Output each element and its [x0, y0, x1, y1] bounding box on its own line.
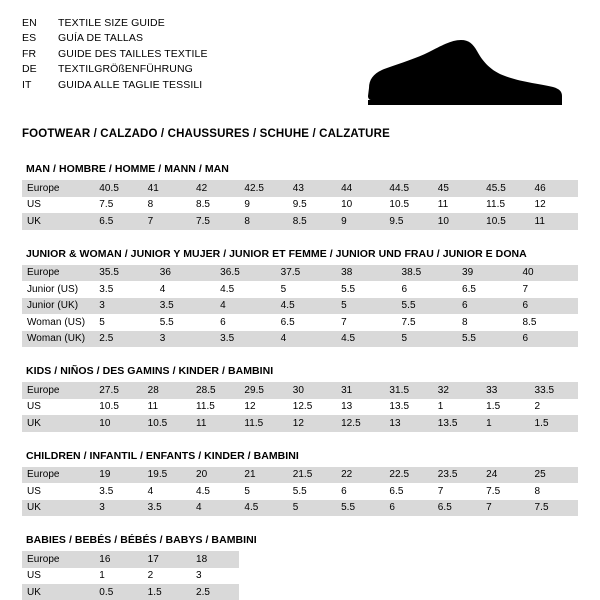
cell: [384, 568, 432, 585]
list-item: [22, 16, 208, 31]
cell: 43: [288, 180, 336, 197]
cell: [239, 568, 287, 585]
cell: 6.5: [389, 485, 404, 497]
cell: 3: [155, 331, 215, 348]
cell: 7.5: [530, 500, 579, 517]
row-label: Europe: [22, 265, 94, 282]
cell: 11: [437, 199, 449, 211]
cell: [433, 584, 481, 600]
cell: 8: [461, 316, 468, 328]
language-code: ES: [22, 32, 37, 45]
table-row: [22, 298, 578, 315]
cell: 24: [481, 467, 529, 484]
cell: 11.5: [239, 415, 287, 432]
cell: 12: [244, 401, 256, 413]
cell: [336, 568, 384, 585]
cell: 25: [530, 467, 579, 484]
cell: 12: [534, 199, 546, 211]
cell: 18: [191, 551, 239, 568]
cell: [288, 584, 336, 600]
cell: 44: [336, 180, 384, 197]
list-item: [22, 47, 208, 62]
cell: 39: [457, 265, 517, 282]
cell: [481, 584, 529, 600]
language-title: GUÍA DE TALLAS: [58, 32, 144, 45]
row-label: UK: [22, 500, 94, 517]
cell: [481, 568, 529, 585]
row-label: UK: [22, 584, 94, 600]
row-label: Europe: [22, 551, 94, 568]
table-row: [22, 483, 578, 500]
cell: [433, 568, 481, 585]
table-row: [22, 467, 578, 484]
row-label: UK: [22, 415, 94, 432]
cell: 32: [433, 382, 481, 399]
list-item: [22, 62, 208, 77]
cell: 12.5: [336, 415, 384, 432]
cell: 19: [94, 467, 142, 484]
cell: 11: [530, 213, 579, 230]
cell: 6.5: [94, 213, 142, 230]
cell: 9.5: [292, 199, 307, 211]
cell: 28.5: [191, 382, 239, 399]
cell: 2.5: [94, 331, 154, 348]
cell: 5: [280, 283, 287, 295]
cell: 4.5: [239, 500, 287, 517]
cell: 33.5: [530, 382, 579, 399]
row-label: Junior (US): [27, 283, 79, 295]
row-label: US: [27, 199, 41, 211]
cell: 3: [94, 298, 154, 315]
cell: 7: [143, 213, 191, 230]
cell: 1.5: [143, 584, 191, 600]
table-row: [22, 265, 578, 282]
table-row: [22, 551, 578, 568]
cell: 6: [384, 500, 432, 517]
cell: 6: [517, 331, 578, 348]
cell: 7.5: [99, 199, 114, 211]
cell: 10.5: [481, 213, 529, 230]
cell: [384, 584, 432, 600]
cell: 22: [336, 467, 384, 484]
cell: 46: [530, 180, 579, 197]
cell: 10: [341, 199, 353, 211]
size-table-kids: [22, 382, 578, 432]
cell: 7.5: [486, 485, 501, 497]
cell: 4: [191, 500, 239, 517]
cell: 8.5: [288, 213, 336, 230]
table-row: [22, 584, 578, 600]
cell: 4.5: [276, 298, 336, 315]
cell: 8: [147, 199, 154, 211]
row-label: US: [27, 485, 41, 497]
cell: 23.5: [433, 467, 481, 484]
table-row: [22, 399, 578, 416]
cell: 5.5: [397, 298, 457, 315]
cell: 2: [147, 570, 154, 582]
section-junior-woman: [22, 248, 578, 348]
cell: 11.5: [195, 401, 215, 413]
cell: 3.5: [143, 500, 191, 517]
cell: 6: [517, 298, 578, 315]
cell: 6.5: [433, 500, 481, 517]
cell: 44.5: [384, 180, 432, 197]
language-code: FR: [22, 47, 37, 60]
cell: 37.5: [276, 265, 336, 282]
row-label: Woman (UK): [22, 331, 94, 348]
row-label: US: [27, 401, 41, 413]
table-row: [22, 331, 578, 348]
cell: 42.5: [239, 180, 287, 197]
language-code: IT: [22, 78, 32, 91]
section-title: BABIES / BEBÉS / BÉBÉS / BABYS / BAMBINI: [26, 534, 257, 546]
language-title-list: [22, 16, 208, 93]
cell: 5.5: [292, 485, 307, 497]
row-label: US: [27, 570, 41, 582]
cell: 41: [143, 180, 191, 197]
cell: 27.5: [94, 382, 142, 399]
cell: 45: [433, 180, 481, 197]
cell: 11.5: [486, 199, 506, 211]
cell: 2.5: [191, 584, 239, 600]
table-row: [22, 568, 578, 585]
cell: 4.5: [220, 283, 235, 295]
cell: 3.5: [215, 331, 275, 348]
section-title: MAN / HOMBRE / HOMME / MANN / MAN: [26, 163, 229, 175]
cell: 9: [336, 213, 384, 230]
cell: 6: [457, 298, 517, 315]
cell: 4: [159, 283, 166, 295]
cell: 4: [147, 485, 154, 497]
cell: 5: [288, 500, 336, 517]
cell: 5: [397, 331, 457, 348]
dress-shoe-icon: [357, 30, 572, 115]
cell: 31.5: [384, 382, 432, 399]
row-label: Europe: [22, 180, 94, 197]
cell: 38: [336, 265, 396, 282]
cell: 3: [195, 570, 202, 582]
row-label: Europe: [22, 467, 94, 484]
cell: 11: [191, 415, 239, 432]
cell: 10: [433, 213, 481, 230]
cell: 1.5: [486, 401, 501, 413]
cell: 7: [341, 316, 347, 328]
row-label: UK: [22, 213, 94, 230]
cell: 2: [534, 401, 541, 413]
cell: [288, 551, 336, 568]
cell: 17: [143, 551, 191, 568]
cell: 9: [244, 199, 250, 211]
row-label: Junior (UK): [22, 298, 94, 315]
row-label: Woman (US): [27, 316, 86, 328]
cell: 42: [191, 180, 239, 197]
section-title: CHILDREN / INFANTIL / ENFANTS / KINDER / BAMBINI: [26, 449, 299, 462]
page-header: [22, 16, 578, 115]
cell: 5: [336, 298, 396, 315]
cell: 35.5: [94, 265, 154, 282]
cell: 4: [215, 298, 275, 315]
cell: 1: [437, 401, 444, 413]
cell: 6: [401, 283, 408, 295]
cell: 31: [336, 382, 384, 399]
cell: [336, 551, 384, 568]
cell: 8: [534, 485, 541, 497]
cell: [530, 568, 579, 585]
cell: 1: [99, 570, 105, 582]
size-table-man: [22, 180, 578, 230]
cell: 4: [276, 331, 336, 348]
cell: [481, 551, 529, 568]
cell: 4.5: [336, 331, 396, 348]
language-title: TEXTILE SIZE GUIDE: [58, 17, 165, 29]
cell: 3.5: [155, 298, 215, 315]
cell: 10: [94, 415, 142, 432]
cell: 45.5: [481, 180, 529, 197]
cell: 11: [147, 401, 159, 413]
section-babies: [22, 534, 578, 600]
cell: 30: [288, 382, 336, 399]
cell: 7.5: [191, 213, 239, 230]
cell: 33: [481, 382, 529, 399]
cell: 6.5: [280, 316, 295, 328]
cell: 40: [517, 265, 578, 282]
table-row: [22, 213, 578, 230]
cell: [384, 551, 432, 568]
cell: 6: [341, 485, 347, 497]
cell: 16: [94, 551, 142, 568]
cell: 5.5: [341, 283, 356, 295]
cell: 6.5: [461, 283, 477, 295]
cell: [530, 551, 579, 568]
language-title: GUIDA ALLE TAGLIE TESSILI: [58, 78, 203, 91]
section-man: [22, 163, 578, 230]
cell: 5.5: [457, 331, 517, 348]
size-table-junior-woman: [22, 265, 578, 348]
cell: [530, 584, 579, 600]
cell: 40.5: [94, 180, 142, 197]
cell: 5.5: [159, 316, 174, 328]
row-label: Europe: [22, 382, 94, 399]
cell: [239, 551, 287, 568]
cell: 5.5: [336, 500, 384, 517]
table-row: [22, 281, 578, 298]
section-children: [22, 450, 578, 517]
cell: 38.5: [397, 265, 457, 282]
cell: 36.5: [215, 265, 275, 282]
cell: 8.5: [522, 316, 537, 328]
table-row: [22, 180, 578, 197]
cell: 7: [522, 283, 529, 295]
cell: 19.5: [143, 467, 191, 484]
cell: 4.5: [195, 485, 211, 497]
table-row: [22, 415, 578, 432]
cell: 10.5: [143, 415, 191, 432]
cell: 13: [384, 415, 432, 432]
table-row: [22, 500, 578, 517]
size-table-babies: [22, 551, 578, 600]
cell: 21: [239, 467, 287, 484]
cell: 5: [244, 485, 250, 497]
cell: 6: [220, 316, 226, 328]
cell: 3.5: [99, 283, 114, 295]
section-title: KIDS / NIÑOS / DES GAMINS / KINDER / BAMBINI: [26, 365, 274, 377]
cell: [288, 568, 336, 585]
cell: 28: [143, 382, 191, 399]
cell: 12.5: [292, 401, 313, 413]
cell: 22.5: [384, 467, 432, 484]
table-row: [22, 314, 578, 331]
cell: [239, 584, 287, 600]
cell: 7: [437, 485, 444, 497]
cell: [433, 551, 481, 568]
cell: [336, 584, 384, 600]
cell: 9.5: [384, 213, 432, 230]
cell: 12: [288, 415, 336, 432]
cell: 0.5: [94, 584, 142, 600]
cell: 13.5: [433, 415, 481, 432]
cell: 8.5: [195, 199, 211, 211]
cell: 3: [94, 500, 142, 517]
table-row: [22, 382, 578, 399]
cell: 8: [239, 213, 287, 230]
cell: 13: [341, 401, 353, 413]
cell: 21.5: [288, 467, 336, 484]
cell: 7.5: [401, 316, 416, 328]
category-line: FOOTWEAR / CALZADO / CHAUSSURES / SCHUHE / CALZATURE: [22, 128, 390, 140]
cell: 1: [481, 415, 529, 432]
cell: 36: [155, 265, 215, 282]
section-title: JUNIOR & WOMAN / JUNIOR Y MUJER / JUNIOR ET FEMME / JUNIOR UND FRAU / JUNIOR E DONA: [26, 247, 527, 260]
language-title: TEXTILGRÖßENFÜHRUNG: [58, 63, 193, 76]
cell: 5: [99, 316, 105, 328]
language-code: DE: [22, 63, 37, 76]
cell: 3.5: [99, 485, 114, 497]
list-item: [22, 31, 208, 46]
cell: 13.5: [389, 401, 410, 413]
list-item: [22, 78, 208, 93]
section-kids: [22, 365, 578, 432]
language-title: GUIDE DES TAILLES TEXTILE: [58, 47, 208, 60]
cell: 20: [191, 467, 239, 484]
size-table-children: [22, 467, 578, 517]
cell: 1.5: [530, 415, 579, 432]
cell: 7: [481, 500, 529, 517]
cell: 29.5: [239, 382, 287, 399]
language-code: EN: [22, 17, 37, 29]
cell: 10.5: [389, 199, 410, 211]
table-row: [22, 197, 578, 214]
cell: 10.5: [99, 401, 119, 413]
